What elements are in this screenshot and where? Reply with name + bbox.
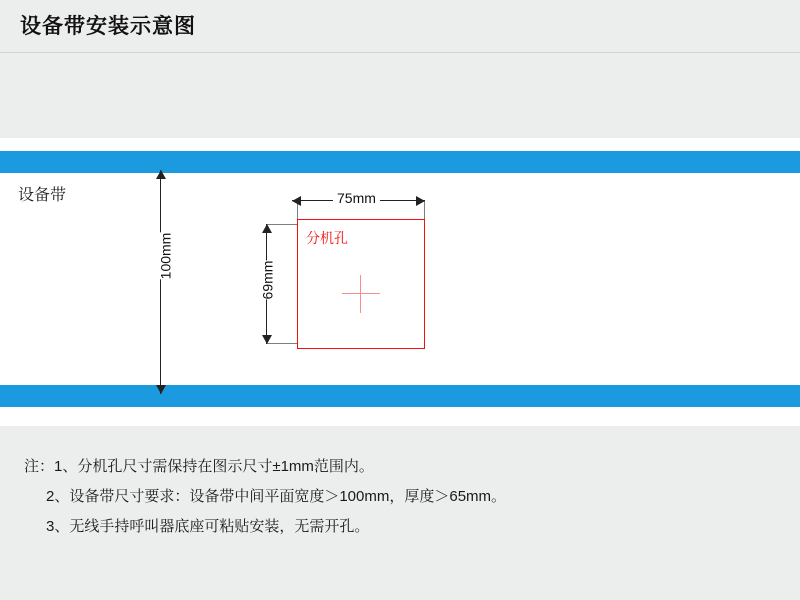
arrow-down-icon <box>156 385 166 394</box>
note-item: 3、无线手持呼叫器底座可粘贴安装，无需开孔。 <box>46 518 370 535</box>
band-stripe-top <box>0 151 800 173</box>
cross-vertical <box>360 275 361 313</box>
band-stripe-bottom <box>0 385 800 407</box>
dimension-band-height <box>160 170 162 394</box>
arrow-left-icon <box>292 196 301 206</box>
dimension-hole-height-label: 69mm <box>259 260 276 300</box>
dimension-line <box>160 170 161 394</box>
note-item: 注：1、分机孔尺寸需保持在图示尺寸±1mm范围内。 <box>24 458 374 475</box>
header-divider <box>0 52 800 53</box>
arrow-down-icon <box>262 335 272 344</box>
arrow-right-icon <box>416 196 425 206</box>
page-header <box>0 0 800 52</box>
cross-horizontal <box>342 293 380 294</box>
arrow-up-icon <box>262 224 272 233</box>
dimension-hole-width-label: 75mm <box>333 190 380 206</box>
extension-hole-label: 分机孔 <box>306 230 348 246</box>
band-label: 设备带 <box>18 187 67 204</box>
arrow-up-icon <box>156 170 166 179</box>
center-cross-icon <box>342 275 380 313</box>
notes-section <box>0 452 800 542</box>
page-title: 设备带安装示意图 <box>20 15 196 38</box>
note-item: 2、设备带尺寸要求：设备带中间平面宽度＞100mm，厚度＞65mm。 <box>46 488 507 505</box>
equipment-band-diagram <box>0 138 800 426</box>
dimension-band-height-label: 100mm <box>157 232 174 280</box>
